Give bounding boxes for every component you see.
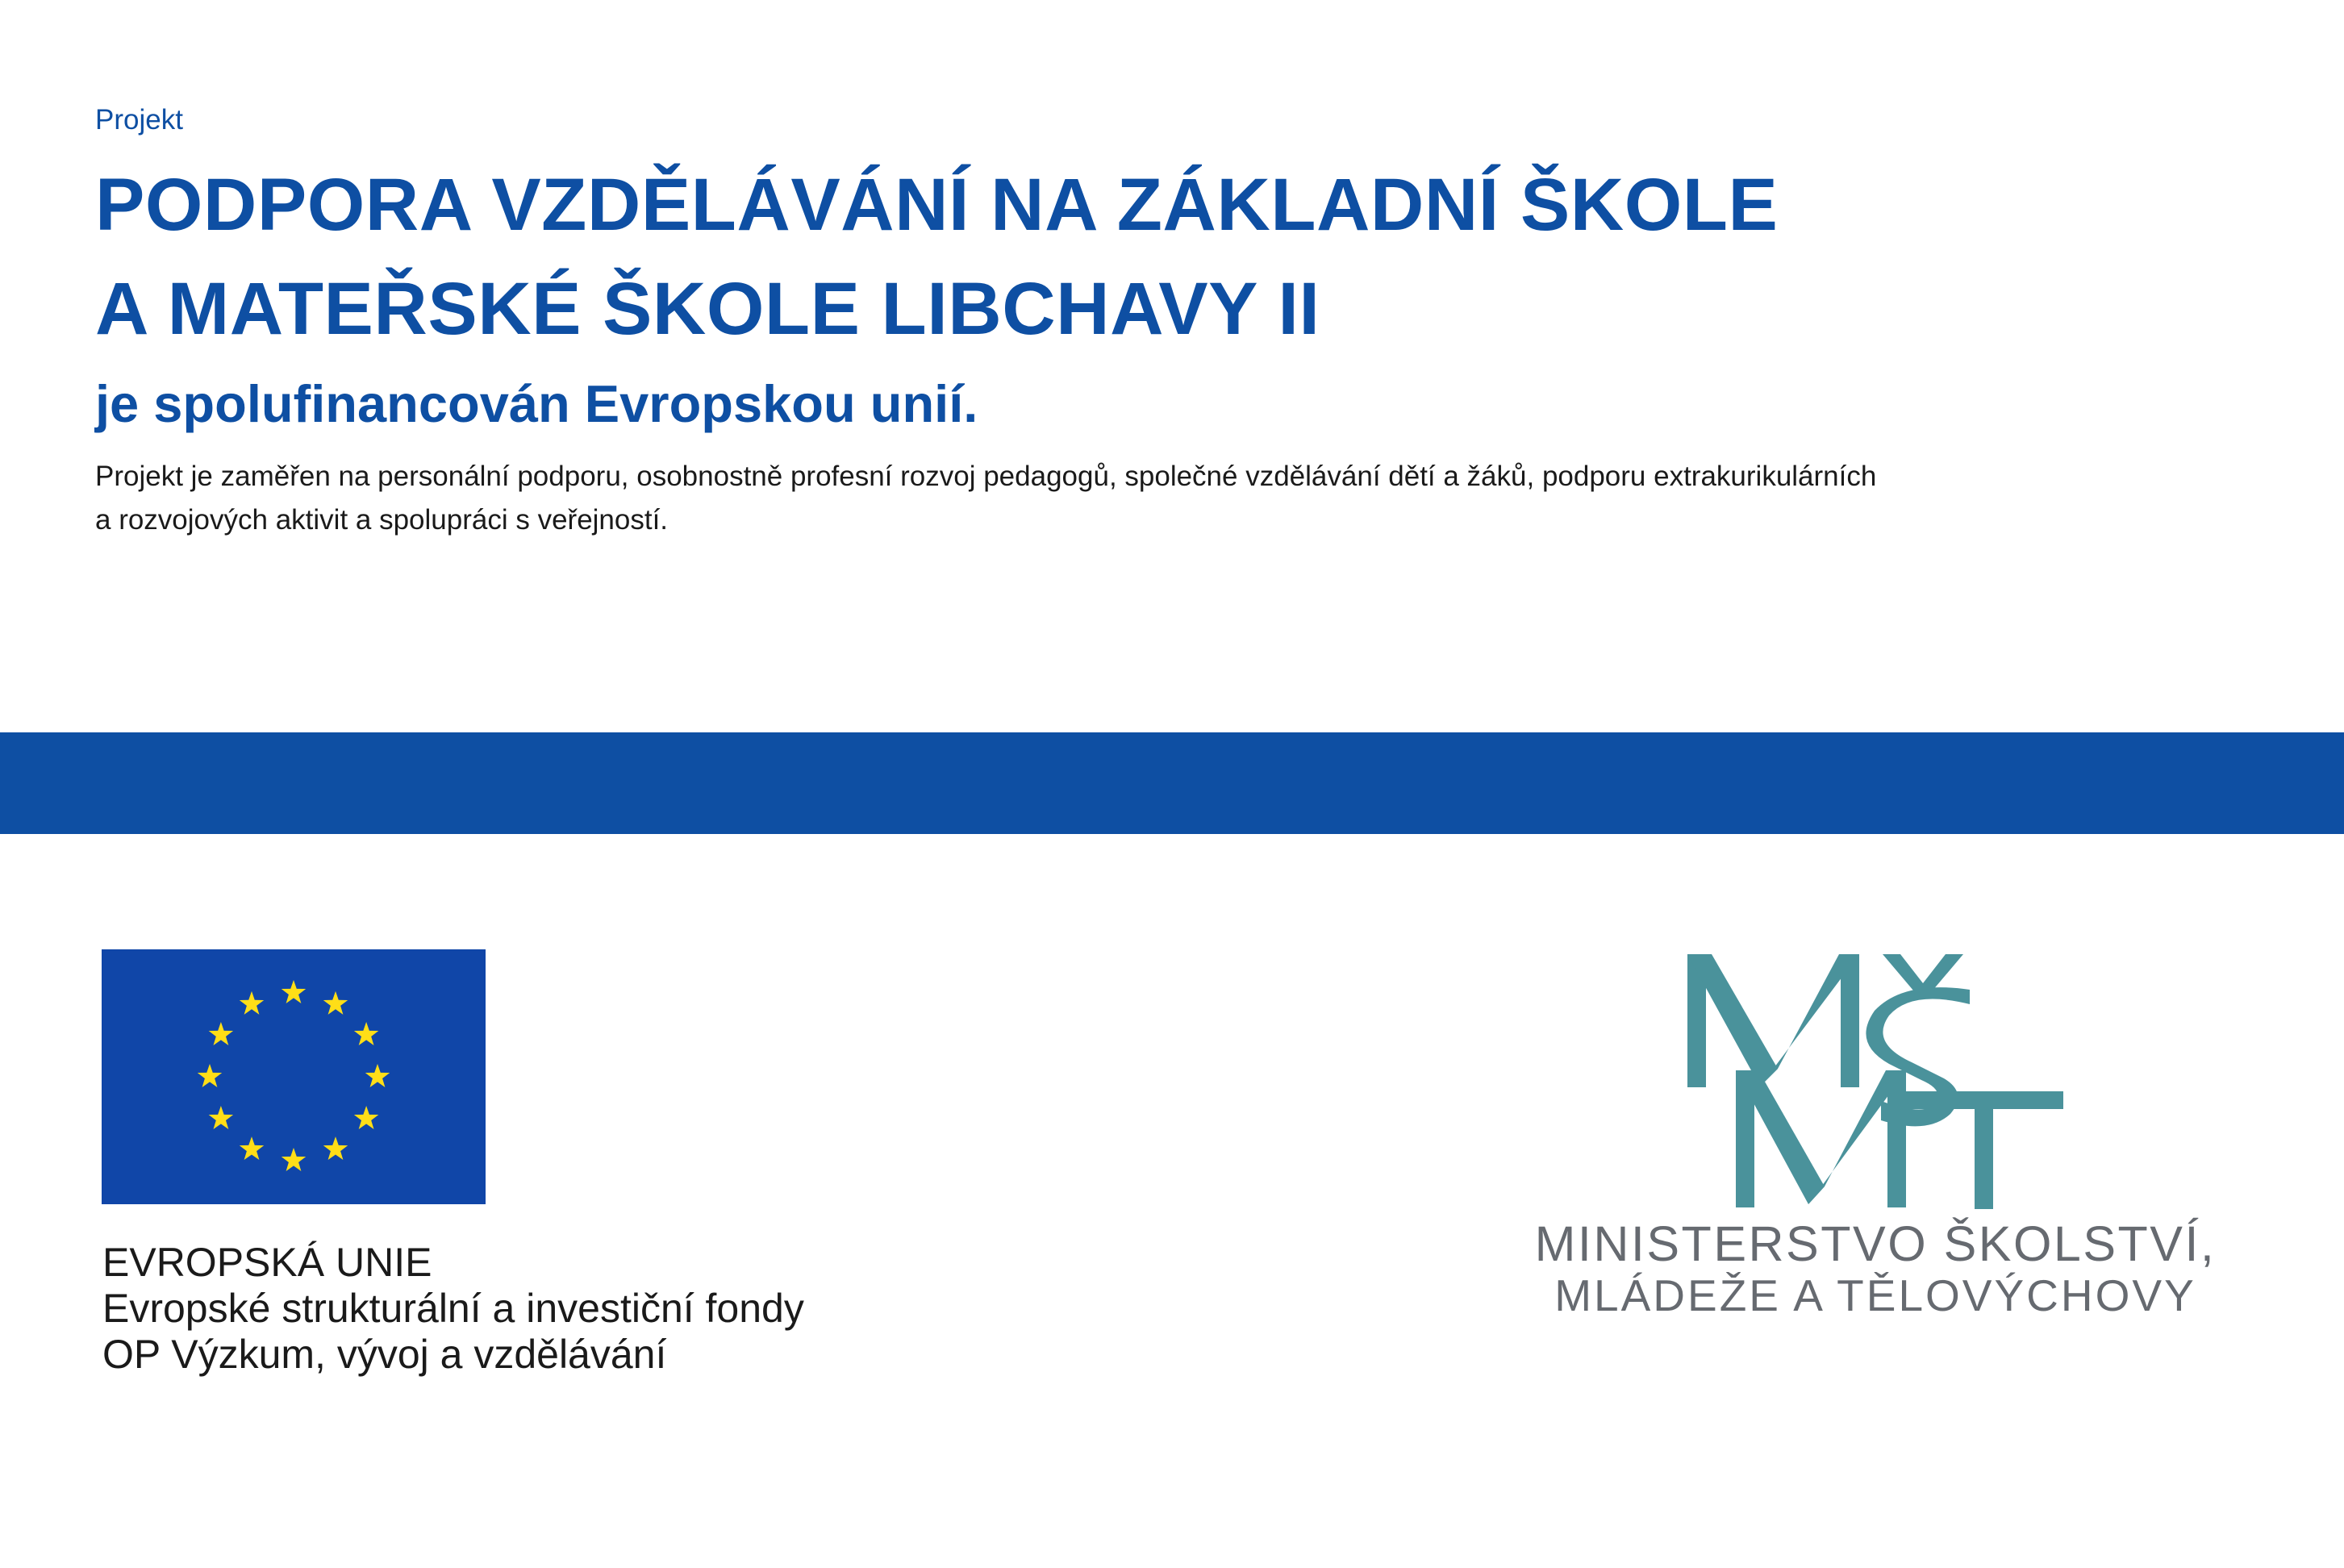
ministry-name-line2: MLÁDEŽE A TĚLOVÝCHOVY	[1554, 1270, 2196, 1320]
ministry-name-line1: MINISTERSTVO ŠKOLSTVÍ,	[1534, 1216, 2217, 1271]
project-label: Projekt	[95, 104, 183, 136]
project-title-line2: A MATEŘSKÉ ŠKOLE LIBCHAVY II	[95, 268, 1320, 350]
project-description-line2: a rozvojových aktivit a spolupráci s veřejností.	[95, 504, 669, 536]
ministry-name	[1484, 1218, 2267, 1321]
eu-flag-icon	[102, 949, 486, 1204]
cofinancing-statement: je spolufinancován Evropskou unií.	[95, 374, 978, 433]
eu-name: EVROPSKÁ UNIE	[102, 1240, 432, 1285]
project-title	[95, 153, 1778, 361]
project-title-line1: PODPORA VZDĚLÁVÁNÍ NA ZÁKLADNÍ ŠKOLE	[95, 164, 1779, 246]
eu-funds-name: Evropské strukturální a investiční fondy	[102, 1286, 804, 1331]
project-description	[95, 455, 2273, 542]
eu-funding-text	[102, 1240, 804, 1378]
blue-divider-band	[0, 732, 2344, 834]
eu-programme-name: OP Výzkum, vývoj a vzdělávání	[102, 1332, 667, 1377]
project-description-line1: Projekt je zaměřen na personální podporu, osobnostně profesní rozvoj pedagogů, společné vzdělávání dětí a žáků, podporu extrakurikulárních	[95, 461, 1877, 492]
msmt-logo-icon	[1670, 948, 2089, 1214]
